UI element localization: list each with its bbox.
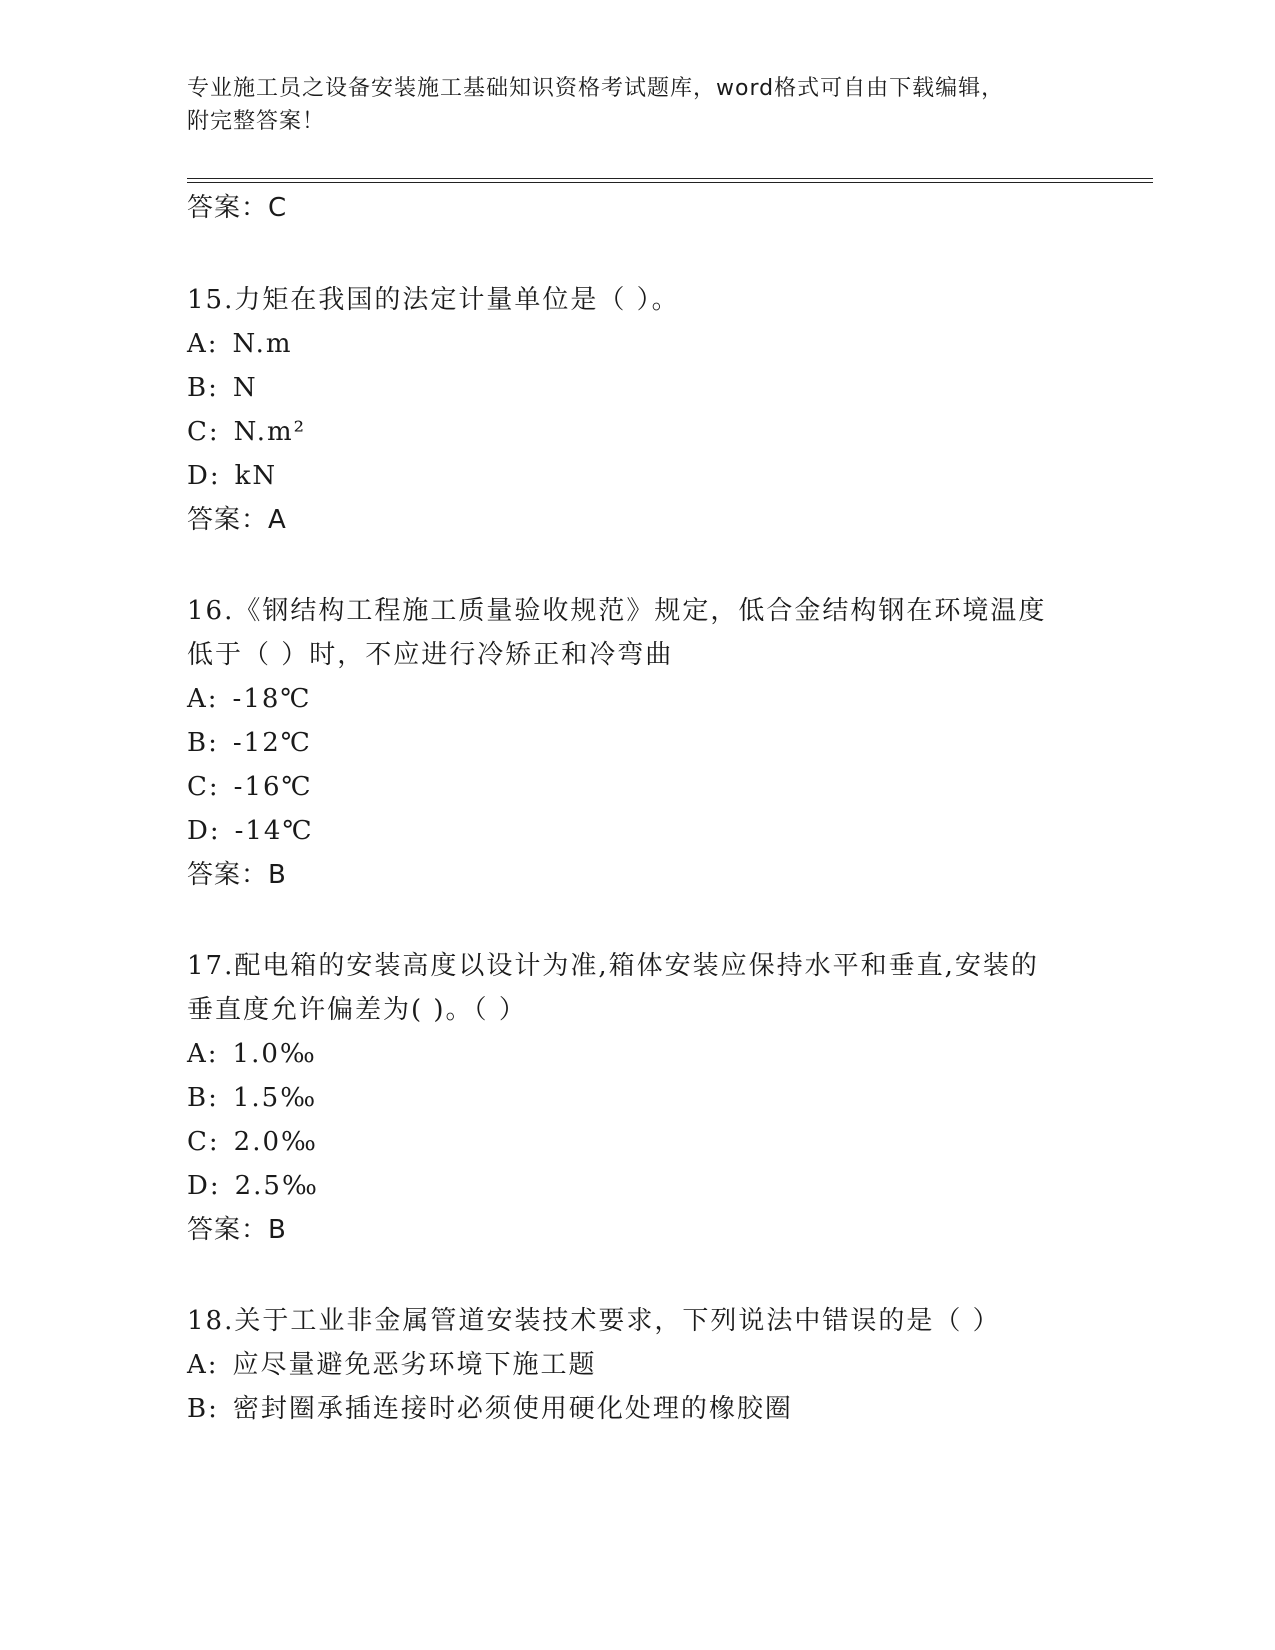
option-text: 应尽量避免恶劣环境下施工题 [232,1350,597,1380]
document-header [187,72,1067,138]
option-label: B: [187,373,219,403]
header-line-2: 附完整答案！ [187,109,326,134]
header-line-1: 专业施工员之设备安装施工基础知识资格考试题库，word格式可自由下载编辑， [187,76,1005,101]
question-16-option-d [187,814,314,848]
question-16-text-line-2: 低于（ ）时，不应进行冷矫正和冷弯曲 [187,640,674,670]
question-18-option-b [187,1392,793,1426]
option-text: 1.5‰ [232,1083,318,1113]
option-label: D: [187,816,221,846]
option-label: A: [187,1350,219,1380]
question-17-option-b [187,1081,317,1115]
option-label: B: [187,728,219,758]
option-label: A: [187,1039,219,1069]
option-text: 2.5‰ [234,1171,319,1201]
option-text: kN [234,461,278,491]
question-17-text-line-2: 垂直度允许偏差为( )。（ ） [187,995,527,1025]
option-label: C: [187,1127,220,1157]
previous-answer: 答案：C [187,193,288,223]
option-label: A: [187,684,219,714]
option-text: -16℃ [233,772,313,802]
option-text: 密封圈承插连接时必须使用硬化处理的橡胶圈 [232,1394,793,1424]
question-18-option-a [187,1348,597,1382]
option-label: A: [187,329,219,359]
option-text: N.m² [233,417,307,447]
question-15-text: 15.力矩在我国的法定计量单位是（ ）。 [187,285,680,315]
question-17-text-line-1: 17.配电箱的安装高度以设计为准,箱体安装应保持水平和垂直,安装的 [187,951,1039,981]
option-text: -14℃ [234,816,314,846]
option-label: C: [187,772,220,802]
option-text: N [232,373,258,403]
question-15-option-a [187,327,293,361]
option-label: B: [187,1083,219,1113]
question-15-answer: 答案：A [187,505,287,535]
option-label: C: [187,417,220,447]
option-text: -18℃ [232,684,312,714]
option-text: 1.0‰ [232,1039,317,1069]
question-15-option-b [187,371,258,405]
header-divider-top [187,178,1153,179]
option-text: -12℃ [232,728,312,758]
option-label: D: [187,1171,221,1201]
option-text: N.m [232,329,293,359]
question-16-answer: 答案：B [187,860,287,890]
question-16-option-b [187,726,312,760]
option-text: 2.0‰ [233,1127,318,1157]
question-17-option-d [187,1169,319,1203]
question-16-text-line-1: 16.《钢结构工程施工质量验收规范》规定，低合金结构钢在环境温度 [187,596,1047,626]
question-15-option-d [187,459,277,493]
option-label: B: [187,1394,219,1424]
question-17-option-c [187,1125,318,1159]
question-17-option-a [187,1037,317,1071]
header-divider-bottom [187,182,1153,183]
question-16-option-a [187,682,312,716]
question-15-option-c [187,415,306,449]
question-18-text: 18.关于工业非金属管道安装技术要求，下列说法中错误的是（ ） [187,1306,1001,1336]
question-17-answer: 答案：B [187,1215,287,1245]
option-label: D: [187,461,221,491]
question-16-option-c [187,770,313,804]
